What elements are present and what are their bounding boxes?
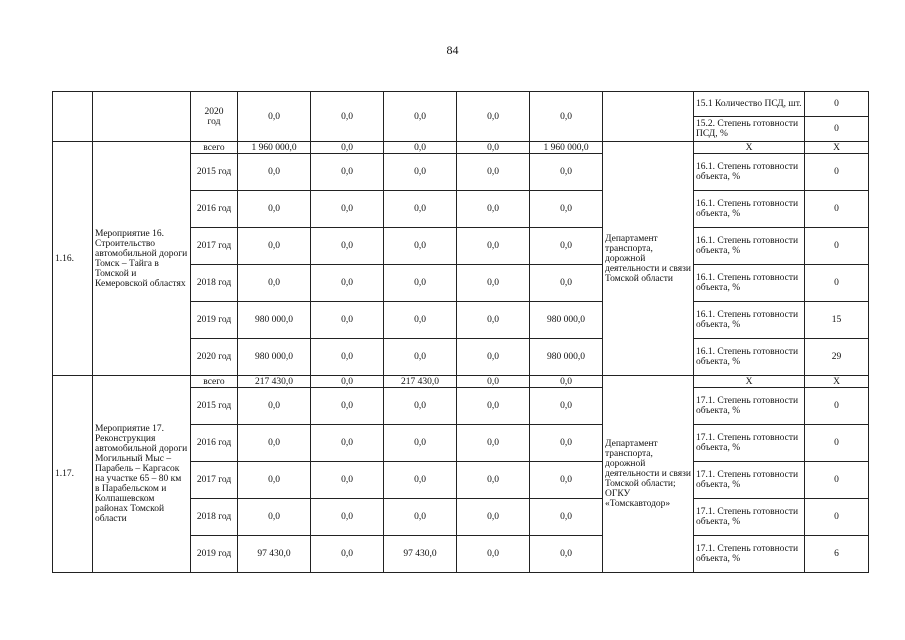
target-cell: 15 — [805, 302, 869, 339]
value-cell: 0,0 — [311, 376, 384, 388]
value-cell: 0,0 — [311, 142, 384, 154]
value-cell: 0,0 — [457, 536, 530, 573]
target-cell: 0 — [805, 425, 869, 462]
value-cell: 0,0 — [311, 265, 384, 302]
target-cell: 6 — [805, 536, 869, 573]
value-cell: 1 960 000,0 — [238, 142, 311, 154]
value-cell: 0,0 — [384, 228, 457, 265]
value-cell: 0,0 — [238, 388, 311, 425]
target-cell: 0 — [805, 228, 869, 265]
year-cell: 2017 год — [191, 462, 238, 499]
value-cell: 0,0 — [311, 462, 384, 499]
value-cell: 980 000,0 — [530, 302, 603, 339]
value-cell: 0,0 — [238, 425, 311, 462]
value-cell: 0,0 — [311, 425, 384, 462]
value-cell: 0,0 — [311, 302, 384, 339]
indicator-cell: 16.1. Степень готовности объекта, % — [694, 302, 805, 339]
table-body — [53, 92, 869, 573]
value-cell: 0,0 — [457, 191, 530, 228]
value-cell: 0,0 — [384, 499, 457, 536]
value-cell: 0,0 — [457, 228, 530, 265]
value-cell: 0,0 — [311, 388, 384, 425]
target-cell: 0 — [805, 117, 869, 142]
value-cell: 0,0 — [311, 339, 384, 376]
executor-cell: Департамент транспорта, дорожной деятельности и связи Томской области — [603, 142, 694, 376]
target-cell: 0 — [805, 388, 869, 425]
value-cell: 0,0 — [530, 388, 603, 425]
indicator-cell: 15.1 Количество ПСД, шт. — [694, 92, 805, 117]
indicator-cell: 16.1. Степень готовности объекта, % — [694, 228, 805, 265]
indicator-cell: 15.2. Степень готовности ПСД, % — [694, 117, 805, 142]
value-cell: 97 430,0 — [384, 536, 457, 573]
value-cell: 980 000,0 — [530, 339, 603, 376]
value-cell: 0,0 — [311, 191, 384, 228]
value-cell: 0,0 — [530, 191, 603, 228]
value-cell: 217 430,0 — [384, 376, 457, 388]
value-cell: 0,0 — [384, 462, 457, 499]
year-cell: всего — [191, 142, 238, 154]
indicator-cell: X — [694, 142, 805, 154]
year-cell: 2016 год — [191, 425, 238, 462]
value-cell: 0,0 — [457, 302, 530, 339]
executor-cell — [603, 92, 694, 142]
value-cell: 0,0 — [457, 154, 530, 191]
value-cell: 0,0 — [457, 462, 530, 499]
value-cell: 0,0 — [530, 425, 603, 462]
value-cell: 0,0 — [457, 388, 530, 425]
target-cell: 0 — [805, 265, 869, 302]
value-cell: 980 000,0 — [238, 302, 311, 339]
value-cell: 0,0 — [384, 142, 457, 154]
target-cell: 0 — [805, 499, 869, 536]
year-cell: 2016 год — [191, 191, 238, 228]
value-cell: 0,0 — [384, 191, 457, 228]
value-cell: 0,0 — [384, 425, 457, 462]
indicator-cell: 17.1. Степень готовности объекта, % — [694, 536, 805, 573]
value-cell: 0,0 — [238, 265, 311, 302]
value-cell: 0,0 — [530, 265, 603, 302]
value-cell: 0,0 — [311, 536, 384, 573]
value-cell: 0,0 — [530, 228, 603, 265]
target-cell: 0 — [805, 462, 869, 499]
value-cell: 0,0 — [238, 92, 311, 142]
value-cell: 0,0 — [530, 536, 603, 573]
indicator-cell: 16.1. Степень готовности объекта, % — [694, 154, 805, 191]
value-cell: 0,0 — [384, 388, 457, 425]
year-cell: 2018 год — [191, 499, 238, 536]
indicator-cell: 17.1. Степень готовности объекта, % — [694, 462, 805, 499]
row-code-cell — [53, 92, 93, 142]
value-cell: 1 960 000,0 — [530, 142, 603, 154]
value-cell: 0,0 — [457, 425, 530, 462]
value-cell: 0,0 — [457, 376, 530, 388]
value-cell: 0,0 — [457, 265, 530, 302]
indicator-cell: 17.1. Степень готовности объекта, % — [694, 388, 805, 425]
value-cell: 0,0 — [530, 92, 603, 142]
value-cell: 0,0 — [530, 462, 603, 499]
target-cell: 0 — [805, 154, 869, 191]
value-cell: 0,0 — [530, 154, 603, 191]
year-cell: 2017 год — [191, 228, 238, 265]
value-cell: 0,0 — [457, 339, 530, 376]
value-cell: 0,0 — [311, 92, 384, 142]
target-cell: 29 — [805, 339, 869, 376]
value-cell: 0,0 — [311, 499, 384, 536]
value-cell: 0,0 — [238, 228, 311, 265]
year-cell: 2020 год — [191, 339, 238, 376]
indicator-cell: 17.1. Степень готовности объекта, % — [694, 425, 805, 462]
value-cell: 0,0 — [530, 376, 603, 388]
target-cell: 0 — [805, 92, 869, 117]
value-cell: 0,0 — [384, 92, 457, 142]
value-cell: 0,0 — [384, 302, 457, 339]
value-cell: 0,0 — [238, 154, 311, 191]
table-row — [53, 142, 869, 154]
year-cell: 2019 год — [191, 302, 238, 339]
indicator-cell: X — [694, 376, 805, 388]
value-cell: 980 000,0 — [238, 339, 311, 376]
measure-title-cell: Мероприятие 16. Строительство автомобильной дороги Томск – Тайга в Томской и Кемеровской областях — [93, 142, 191, 376]
page-number: 84 — [446, 43, 459, 57]
year-cell: всего — [191, 376, 238, 388]
indicator-cell: 16.1. Степень готовности объекта, % — [694, 265, 805, 302]
value-cell: 0,0 — [384, 339, 457, 376]
indicator-cell: 16.1. Степень готовности объекта, % — [694, 339, 805, 376]
value-cell: 0,0 — [457, 499, 530, 536]
value-cell: 0,0 — [238, 462, 311, 499]
year-cell: 2018 год — [191, 265, 238, 302]
value-cell: 97 430,0 — [238, 536, 311, 573]
value-cell: 0,0 — [238, 499, 311, 536]
measure-code-cell: 1.16. — [53, 142, 93, 376]
year-cell: 2020 год — [191, 92, 238, 142]
target-cell: X — [805, 142, 869, 154]
value-cell: 0,0 — [311, 228, 384, 265]
target-cell: X — [805, 376, 869, 388]
measure-title-cell: Мероприятие 17. Реконструкция автомобильной дороги Могильный Мыс – Парабель – Каргасок на участке 65 – 80 км в Парабельском и Колпашевском районах Томской области — [93, 376, 191, 573]
indicator-cell: 16.1. Степень готовности объекта, % — [694, 191, 805, 228]
program-table — [52, 91, 869, 573]
value-cell: 0,0 — [238, 191, 311, 228]
value-cell: 217 430,0 — [238, 376, 311, 388]
value-cell: 0,0 — [457, 92, 530, 142]
row-title-cell — [93, 92, 191, 142]
value-cell: 0,0 — [384, 154, 457, 191]
measure-code-cell: 1.17. — [53, 376, 93, 573]
executor-cell: Департамент транспорта, дорожной деятельности и связи Томской области; ОГКУ «Томскавтодор» — [603, 376, 694, 573]
table-row — [53, 376, 869, 388]
value-cell: 0,0 — [457, 142, 530, 154]
target-cell: 0 — [805, 191, 869, 228]
table-row — [53, 92, 869, 117]
year-cell: 2019 год — [191, 536, 238, 573]
value-cell: 0,0 — [530, 499, 603, 536]
value-cell: 0,0 — [384, 265, 457, 302]
year-cell: 2015 год — [191, 154, 238, 191]
indicator-cell: 17.1. Степень готовности объекта, % — [694, 499, 805, 536]
value-cell: 0,0 — [311, 154, 384, 191]
year-cell: 2015 год — [191, 388, 238, 425]
